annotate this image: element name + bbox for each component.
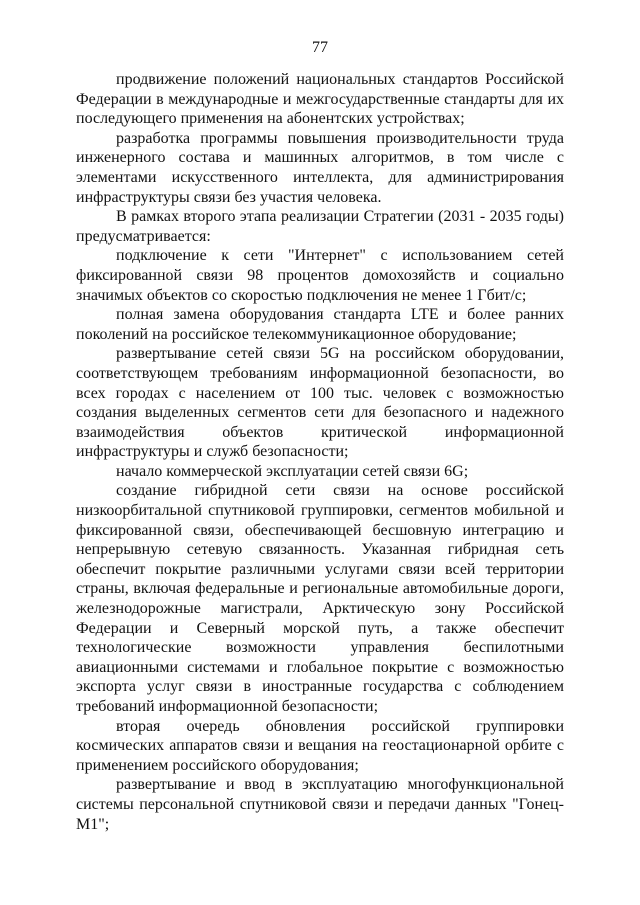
paragraph: В рамках второго этапа реализации Стратегии (2031 - 2035 годы) предусматривается: (76, 208, 564, 245)
page-number: 77 (312, 39, 328, 56)
paragraph: начало коммерческой эксплуатации сетей связи 6G; (116, 462, 469, 480)
paragraph: полная замена оборудования стандарта LTE и более ранних поколений на российское телекоммуникационное оборудование; (76, 306, 564, 343)
paragraph: создание гибридной сети связи на основе российской низкоорбитальной спутниковой группировки, сегментов мобильной и фиксированной связи, обеспечивающей бесшовную интеграцию и непрерывную сетевую связанность. Указанная гибридная сеть обеспечит покрытие различными услугами связи всей территории страны, включая федеральные и региональные автомобильные дороги, железнодорожные магистрали, Арктическую зону Российской Федерации и Северный морской путь, а также обеспечит технологические возможности управления беспилотными авиационными системами и глобальное покрытие с возможностью экспорта услуг связи в иностранные государства с соблюдением требований информационной безопасности; (76, 482, 564, 715)
paragraph: подключение к сети "Интернет" с использованием сетей фиксированной связи 98 процентов домохозяйств и социально значимых объектов со скоростью подключения не менее 1 Гбит/с; (76, 247, 564, 304)
paragraph: вторая очередь обновления российской группировки космических аппаратов связи и вещания на геостационарной орбите с применением российского оборудования; (76, 717, 564, 774)
paragraph: разработка программы повышения производительности труда инженерного состава и машинных алгоритмов, в том числе с элементами искусственного интеллекта, для администрирования инфраструктуры связи без участия человека. (76, 129, 564, 206)
paragraph: развертывание сетей связи 5G на российском оборудовании, соответствующем требованиям информационной безопасности, во всех городах с населением от 100 тыс. человек с возможностью создания выделенных сегментов сети для безопасного и надежного взаимодействия объектов критической информационной инфраструктуры и служб безопасности; (76, 345, 564, 461)
document-body (76, 70, 564, 834)
paragraph: продвижение положений национальных стандартов Российской Федерации в международные и межгосударственные стандарты для их последующего применения на абонентских устройствах; (76, 71, 564, 128)
paragraph: развертывание и ввод в эксплуатацию многофункциональной системы персональной спутниковой связи и передачи данных "Гонец-М1"; (76, 776, 564, 833)
